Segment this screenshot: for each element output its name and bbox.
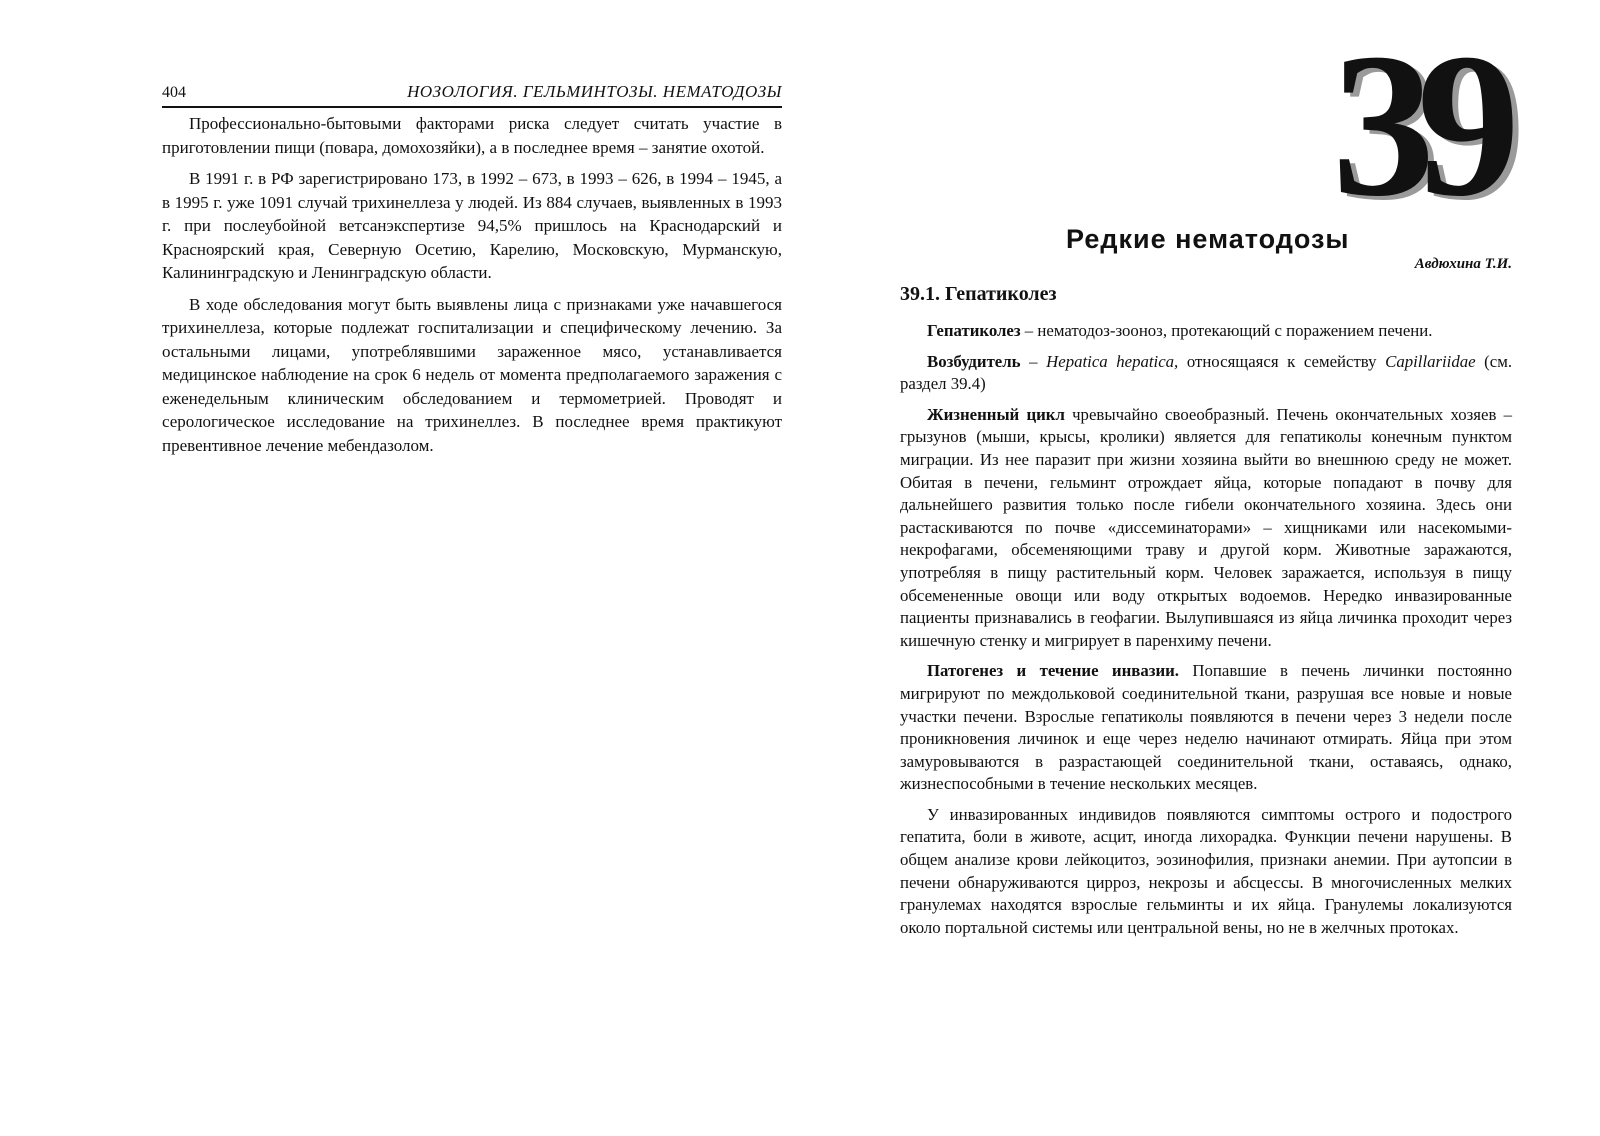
paragraph-examination: В ходе обследования могут быть выявлены лица с признаками уже начавшегося трихинеллеза, которые подлежат госпитализации и специфическому лечению. За остальными лицами, употреблявшими зараженное мясо, устанавливается медицинское наблюдение на срок 6 недель от момента предполагаемого заражения с еженедельным клиническим обследованием и термометрией. Проводят и серологическое исследование на трихинеллез. В последнее время практикуют превентивное лечение мебендазолом. (162, 294, 782, 455)
section-title: 39.1. Гепатиколез (900, 283, 1057, 305)
right-page-body (900, 320, 1512, 947)
paragraph-agent (900, 351, 1512, 396)
term-pathogenesis: Патогенез и течение инвазии. (927, 661, 1179, 681)
term-life-cycle: Жизненный цикл (927, 404, 1065, 424)
running-title: НОЗОЛОГИЯ. ГЕЛЬМИНТОЗЫ. НЕМАТОДОЗЫ (407, 82, 782, 101)
life-cycle-text: чревычайно своеобразный. Печень окончательных хозяев – грызунов (мыши, крысы, кролики) является для гепатиколы конечным пунктом миграции. Из нее паразит при жизни хозяина выйти во внешнюю среду не может. Обитая в печени, гельминт отрождает яйца, которые попадают в почву для дальнейшего развития только после гибели окончательного хозяина. Здесь они растаскиваются по почве «диссеминаторами» – хищниками или насекомыми-некрофагами, обсеменяющими траву и другой корм. Животные заражаются, употребляя в пищу растительный корм. Человек заражается, используя в пищу обсемененные овощи или воду открытых водоемов. Нередко инвазированные пациенты признавались в геофагии. Вылупившаяся из яйца личинка проходит через кишечную стенку и мигрирует в паренхиму печени. (900, 404, 1512, 650)
pathogenesis-text: Попавшие в печень личинки постоянно мигрируют по междольковой соединительной ткани, разрушая все новые и новые участки печени. Взрослые гепатиколы появляются в печени через 3 недели после проникновения личинок и еще через неделю начинают отмирать. Яйца при этом замуровываются в разрастающей соединительной ткани, оставаясь, однако, жизнеспособными в течение нескольких месяцев. (900, 661, 1512, 794)
term-definition: Гепатиколез (927, 321, 1021, 340)
paragraph-life-cycle (900, 404, 1512, 653)
paragraph-risk-factors: Профессионально-бытовыми факторами риска следует считать участие в приготовлении пищи (повара, домохозяйки), а в последнее время – занятие охотой. (162, 114, 782, 157)
paragraph-symptoms: У инвазированных индивидов появляются симптомы острого и подострого гепатита, боли в животе, асцит, иногда лихорадка. Функции печени нарушены. В общем анализе крови лейкоцитоз, эозинофилия, признаки анемии. При аутопсии в печени обнаруживаются цирроз, некрозы и абсцессы. В многочисленных мелких гранулемах находятся взрослые гельминты и их яйца. Гранулемы локализуются около портальной системы или центральной вены, но не в желчных протоках. (900, 804, 1512, 937)
definition-text: – нематодоз-зооноз, протекающий с поражением печени. (1020, 321, 1433, 340)
agent-family: Capillariidae (1385, 351, 1476, 371)
term-agent: Возбудитель (927, 351, 1021, 371)
paragraph-pathogenesis (900, 660, 1512, 796)
page-number: 404 (162, 84, 186, 101)
chapter-title: Редкие нематодозы (1066, 224, 1350, 254)
running-head (162, 80, 782, 108)
paragraph-definition (900, 320, 1512, 343)
paragraph-statistics: В 1991 г. в РФ зарегистрировано 173, в 1992 – 673, в 1993 – 626, в 1994 – 1945, а в 1995 г. уже 1091 случай трихинеллеза у людей. Из 884 случаев, выявленных в 1993 г. при послеубойной ветсанэкспертизе 94,5% пришлось на Краснодарский и Красноярский края, Северную Осетию, Карелию, Московскую, Мурманскую, Калининградскую и Ленинградскую области. (162, 169, 782, 282)
chapter-number: 39 (1332, 10, 1502, 239)
agent-text-before-family: относящаяся к семейству (1178, 351, 1386, 371)
left-page-body (162, 112, 782, 465)
chapter-author: Авдюхина Т.И. (1414, 256, 1512, 272)
agent-latin-name: Hepatica hepatica, (1046, 351, 1179, 371)
agent-text-after-family: (см. раздел 39.4) (900, 351, 1513, 394)
agent-dash: – (1020, 351, 1047, 371)
